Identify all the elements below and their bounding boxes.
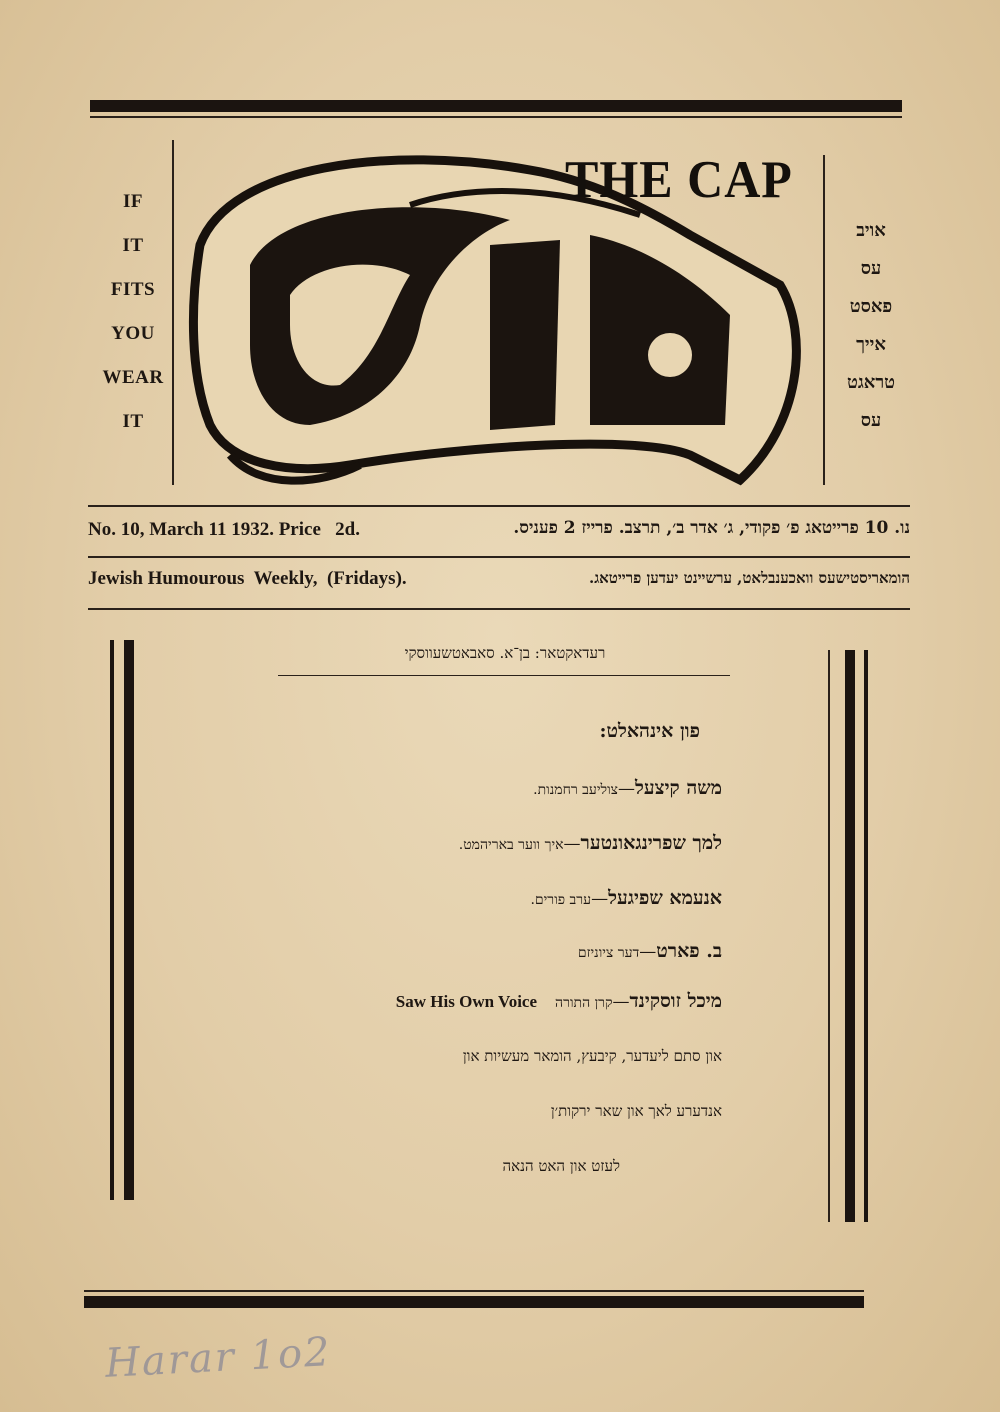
contents-section [240, 712, 800, 1192]
editor-rule [278, 675, 730, 676]
item-english-title: Saw His Own Voice [395, 992, 538, 1011]
right-bar-outer [864, 650, 868, 1222]
left-slogan-line: IT [122, 411, 144, 432]
handwritten-signature: Harar 1o2 [103, 1329, 333, 1387]
right-divider [823, 155, 825, 485]
right-slogan-line: פאסט [849, 296, 893, 317]
left-slogan-line: WEAR [102, 367, 164, 388]
left-slogan [92, 180, 174, 444]
editor-line: רעדאקטאר: בן־א. סאבאטשעווסקי [404, 644, 606, 662]
right-slogan-line: אויב [856, 220, 886, 241]
bottom-thin-rule [84, 1290, 864, 1292]
issue-line-yiddish: נו. 10 פרייטאג פ׳ פקודי, ג׳ אדר ב׳, תרצב. פרייז 2 פעניס. [513, 518, 910, 538]
item-title: ערב פורים. [530, 892, 592, 908]
right-slogan-line: אייך [856, 334, 886, 355]
item-title: קרן התורה [555, 995, 613, 1011]
item-author: מיכל זוסקינד [629, 990, 722, 1012]
right-slogan-line: טראגט [846, 372, 896, 393]
issue-line-english: No. 10, March 11 1932. Price 2d. [88, 519, 360, 540]
issue-top-rule [88, 505, 910, 507]
left-slogan-line: YOU [111, 323, 155, 344]
item-title: איך ווער באריהמט. [458, 837, 564, 853]
issue-bottom-rule [88, 556, 910, 558]
weekly-line-english: Jewish Humourous Weekly, (Fridays). [88, 568, 407, 589]
weekly-bottom-rule [88, 608, 910, 610]
closing-line: אנדערע לאך און שאר ירקות׳ן [550, 1102, 722, 1120]
right-slogan-line: עס [860, 258, 882, 279]
contents-item: למך שפרינגאונטער—איך ווער באריהמט. [458, 832, 722, 854]
left-slogan-line: IT [122, 235, 144, 256]
contents-item: אנעמא שפיגעל—ערב פורים. [530, 887, 722, 909]
right-slogan [826, 212, 916, 440]
contents-item: משה קיצעל—צוליעב רחמנות. [533, 777, 722, 799]
left-slogan-line: IF [123, 191, 143, 212]
left-bar-outer [110, 640, 114, 1200]
item-author: אנעמא שפיגעל [608, 887, 722, 909]
left-bar-inner [124, 640, 134, 1200]
top-thin-rule [90, 116, 902, 118]
right-bar-edge [828, 650, 830, 1222]
item-author: ב. פארט [656, 940, 722, 962]
closing-line: און סתם ליעדער, קיבעץ, הומאר מעשיות און [462, 1047, 722, 1065]
closing-line: לעזט און האט הנאה [502, 1157, 620, 1175]
contents-item: מיכל זוסקינד—קרן התורהSaw His Own Voice [395, 990, 722, 1012]
masthead-english-title: THE CAP [565, 149, 793, 209]
item-title: דער ציוניזם [577, 945, 640, 961]
bottom-rule [84, 1296, 864, 1308]
weekly-line-yiddish: הומאריסטישעס וואכענבלאט, ערשיינט יעדען פרייטאג. [589, 569, 910, 587]
item-title: צוליעב רחמנות. [533, 782, 618, 798]
right-bar-inner [845, 650, 855, 1222]
left-slogan-line: FITS [110, 279, 156, 300]
right-slogan-line: עס [860, 410, 882, 431]
contents-heading [599, 720, 700, 743]
item-author: משה קיצעל [634, 777, 722, 799]
contents-item: ב. פארט—דער ציוניזם [577, 940, 722, 962]
top-rule [90, 100, 902, 112]
contents-heading-text: פון אינהאלט: [599, 720, 700, 742]
item-author: למך שפרינגאונטער [580, 832, 722, 854]
